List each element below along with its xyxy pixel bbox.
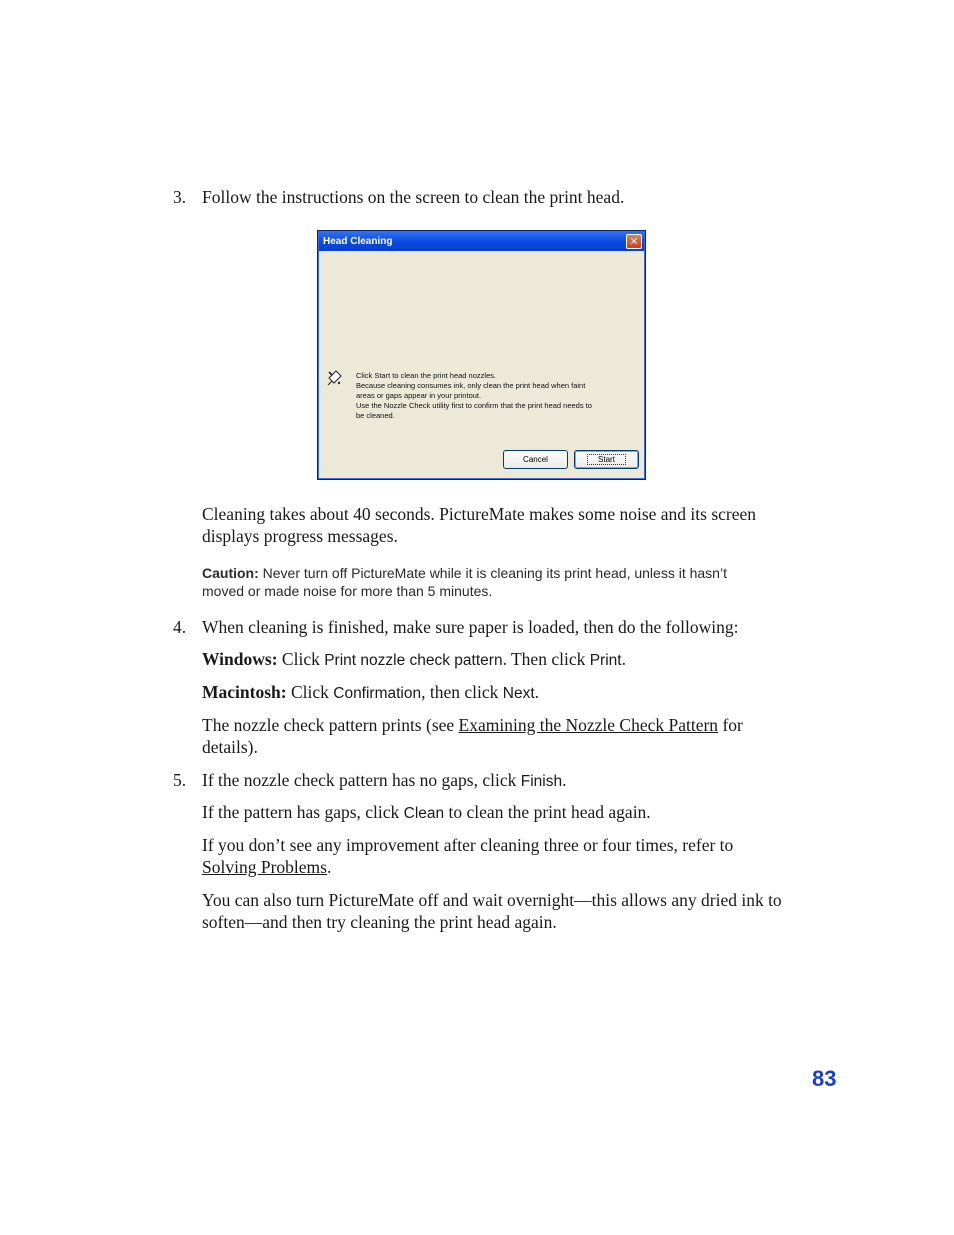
macintosh-instruction <box>202 681 792 705</box>
improve-pre: If you don’t see any improvement after cleaning three or four times, refer to <box>202 835 734 855</box>
period: . <box>621 649 626 669</box>
overnight-paragraph: You can also turn PictureMate off and wait overnight—this allows any dried ink to soften—and then try cleaning the print head again. <box>202 890 782 932</box>
dialog-message <box>356 371 631 421</box>
dialog-message-line: Click Start to clean the print head nozzles. <box>356 371 497 380</box>
period: . <box>562 770 567 790</box>
gaps-pre: If the pattern has gaps, click <box>202 802 400 822</box>
windows-then: . Then click <box>502 649 586 669</box>
improvement-paragraph <box>202 834 782 878</box>
caution-note <box>202 564 762 600</box>
dialog-message-line: Because cleaning consumes ink, only clean the print head when faint <box>356 381 586 390</box>
finish-item: Finish <box>520 773 563 790</box>
close-icon[interactable]: ✕ <box>626 234 642 249</box>
dialog-message-line: Use the Nozzle Check utility first to confirm that the print head needs to <box>356 401 592 410</box>
caution-text: Never turn off PictureMate while it is cleaning its print head, unless it hasn’t moved or made noise for more than 5 minutes. <box>202 565 727 599</box>
period: . <box>534 682 540 702</box>
dialog-titlebar <box>319 232 644 251</box>
step-4-text: When cleaning is finished, make sure paper is loaded, then do the following: <box>202 617 739 637</box>
step-5-text <box>202 769 792 793</box>
solving-problems-link[interactable]: Solving Problems <box>202 857 327 877</box>
head-cleaning-dialog <box>317 230 646 480</box>
dialog-title: Head Cleaning <box>323 236 393 247</box>
windows-instruction <box>202 648 792 672</box>
step-4-number: 4. <box>173 617 187 637</box>
print-item: Print <box>589 652 622 669</box>
nozzle-cleaning-icon <box>326 369 344 387</box>
next-item: Next <box>502 685 535 702</box>
cleaning-paragraph: Cleaning takes about 40 seconds. PictureMate makes some noise and its screen displays progress messages. <box>202 504 757 546</box>
confirmation-item: Confirmation <box>333 685 422 702</box>
gaps-post: to clean the print head again. <box>448 802 651 822</box>
gaps-paragraph <box>202 801 792 825</box>
dialog-message-line: be cleaned. <box>356 411 395 420</box>
start-button-label: Start <box>588 455 625 464</box>
cancel-button[interactable]: Cancel <box>503 450 568 469</box>
nozzle-pre: The nozzle check pattern prints (see <box>202 715 455 735</box>
page-number: 83 <box>812 1066 837 1091</box>
mac-click: Click <box>290 682 329 702</box>
step-5-number: 5. <box>173 770 187 790</box>
step-3-text: Follow the instructions on the screen to clean the print head. <box>202 187 625 207</box>
start-button[interactable] <box>574 450 639 469</box>
print-nozzle-check-pattern-item: Print nozzle check pattern <box>324 652 503 669</box>
step-5-sentence: If the nozzle check pattern has no gaps, click <box>202 770 517 790</box>
nozzle-check-paragraph <box>202 714 782 758</box>
step-3-number: 3. <box>173 187 187 207</box>
windows-click: Click <box>281 649 320 669</box>
macintosh-label: Macintosh: <box>202 682 287 702</box>
clean-item: Clean <box>403 805 445 822</box>
nozzle-post: for details). <box>202 715 743 757</box>
mac-then: , then click <box>421 682 499 702</box>
examining-nozzle-check-link[interactable]: Examining the Nozzle Check Pattern <box>458 715 719 735</box>
windows-label: Windows: <box>202 649 278 669</box>
dialog-message-line: areas or gaps appear in your printout. <box>356 391 482 400</box>
caution-label: Caution: <box>202 565 259 581</box>
period: . <box>326 857 332 877</box>
